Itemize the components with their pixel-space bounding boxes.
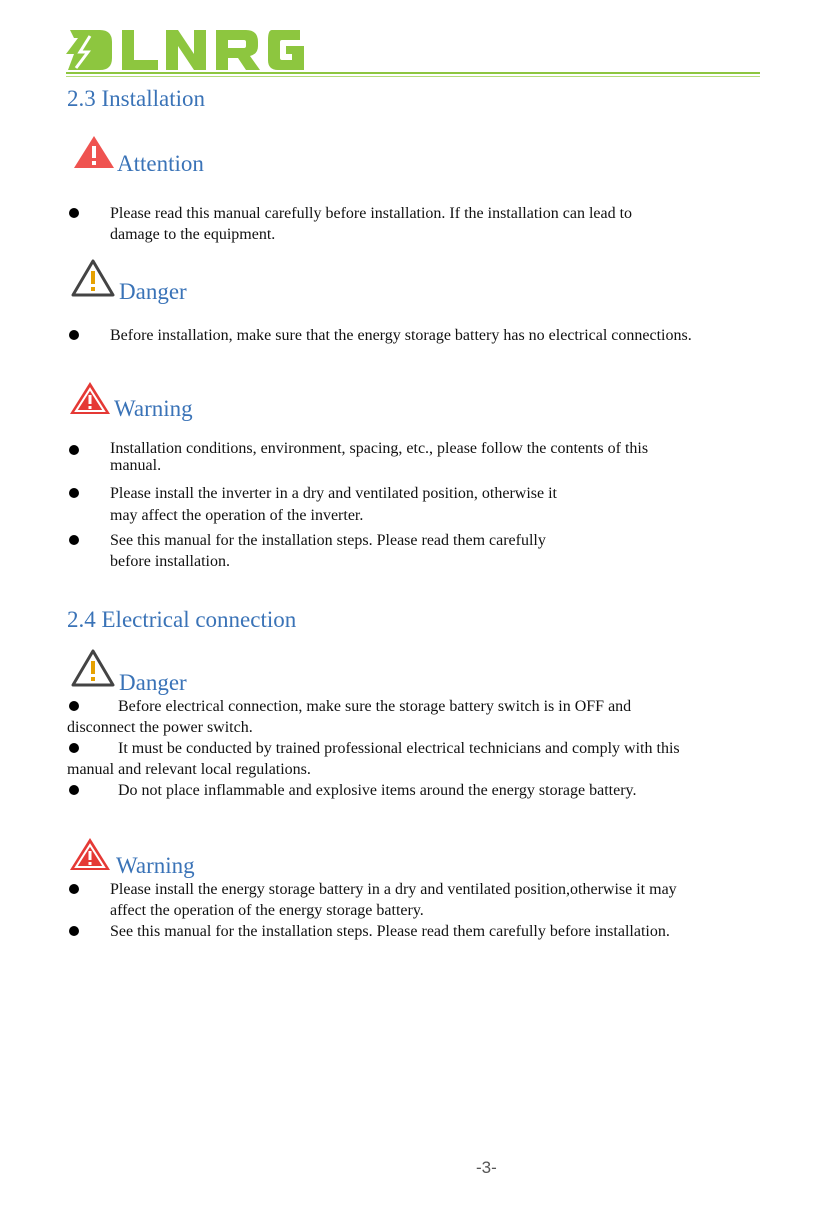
danger-item-1: Before installation, make sure that the energy storage battery has no electrical connections. [110,327,692,344]
bullet-icon [69,926,79,936]
elec-warning-item-1-cont: affect the operation of the energy storage battery. [110,902,424,919]
warning-icon [68,836,112,872]
danger-warning-icon [70,648,116,688]
elec-danger-item-1: Before electrical connection, make sure the storage battery switch is in OFF and [118,698,632,715]
elec-danger-item-2-cont: manual and relevant local regulations. [67,761,311,778]
header-rule [66,72,760,74]
bullet-icon [69,785,79,795]
elec-warning-item-1: Please install the energy storage battery in a dry and ventilated position,otherwise it may [110,881,677,898]
warning-label: Warning [114,396,193,421]
warning-item-2: Please install the inverter in a dry and ventilated position, otherwise it [110,485,557,502]
elec-danger-item-2: It must be conducted by trained professional electrical technicians and comply with this [118,740,680,757]
danger-label: Danger [119,670,187,695]
danger-warning-icon [70,258,116,298]
dlnrg-logo [66,28,306,72]
bullet-icon [69,701,79,711]
bullet-icon [69,445,79,455]
attention-item-1: Please read this manual carefully before installation. If the installation can lead to [110,205,633,222]
warning-item-1-cont: manual. [110,457,162,474]
attention-warning-icon [72,134,116,170]
attention-item-1-cont: damage to the equipment. [110,226,276,243]
warning-icon [68,380,112,416]
bullet-icon [69,208,79,218]
attention-label: Attention [117,151,204,176]
section-title-installation: 2.3 Installation [67,86,205,111]
elec-warning-item-2: See this manual for the installation steps. Please read them carefully before installation. [110,923,670,940]
bullet-icon [69,535,79,545]
warning-item-3: See this manual for the installation steps. Please read them carefully [110,532,546,549]
page-number: -3- [476,1158,497,1177]
elec-danger-item-1-cont: disconnect the power switch. [67,719,253,736]
danger-label: Danger [119,279,187,304]
header-rule-thin [66,76,760,77]
elec-danger-item-3: Do not place inflammable and explosive items around the energy storage battery. [118,782,637,799]
warning-label: Warning [116,853,195,878]
bullet-icon [69,488,79,498]
bullet-icon [69,330,79,340]
warning-item-2-cont: may affect the operation of the inverter. [110,507,364,524]
warning-item-1: Installation conditions, environment, spacing, etc., please follow the contents of this [110,440,649,457]
bullet-icon [69,884,79,894]
warning-item-3-cont: before installation. [110,553,230,570]
bullet-icon [69,743,79,753]
section-title-electrical: 2.4 Electrical connection [67,607,297,632]
